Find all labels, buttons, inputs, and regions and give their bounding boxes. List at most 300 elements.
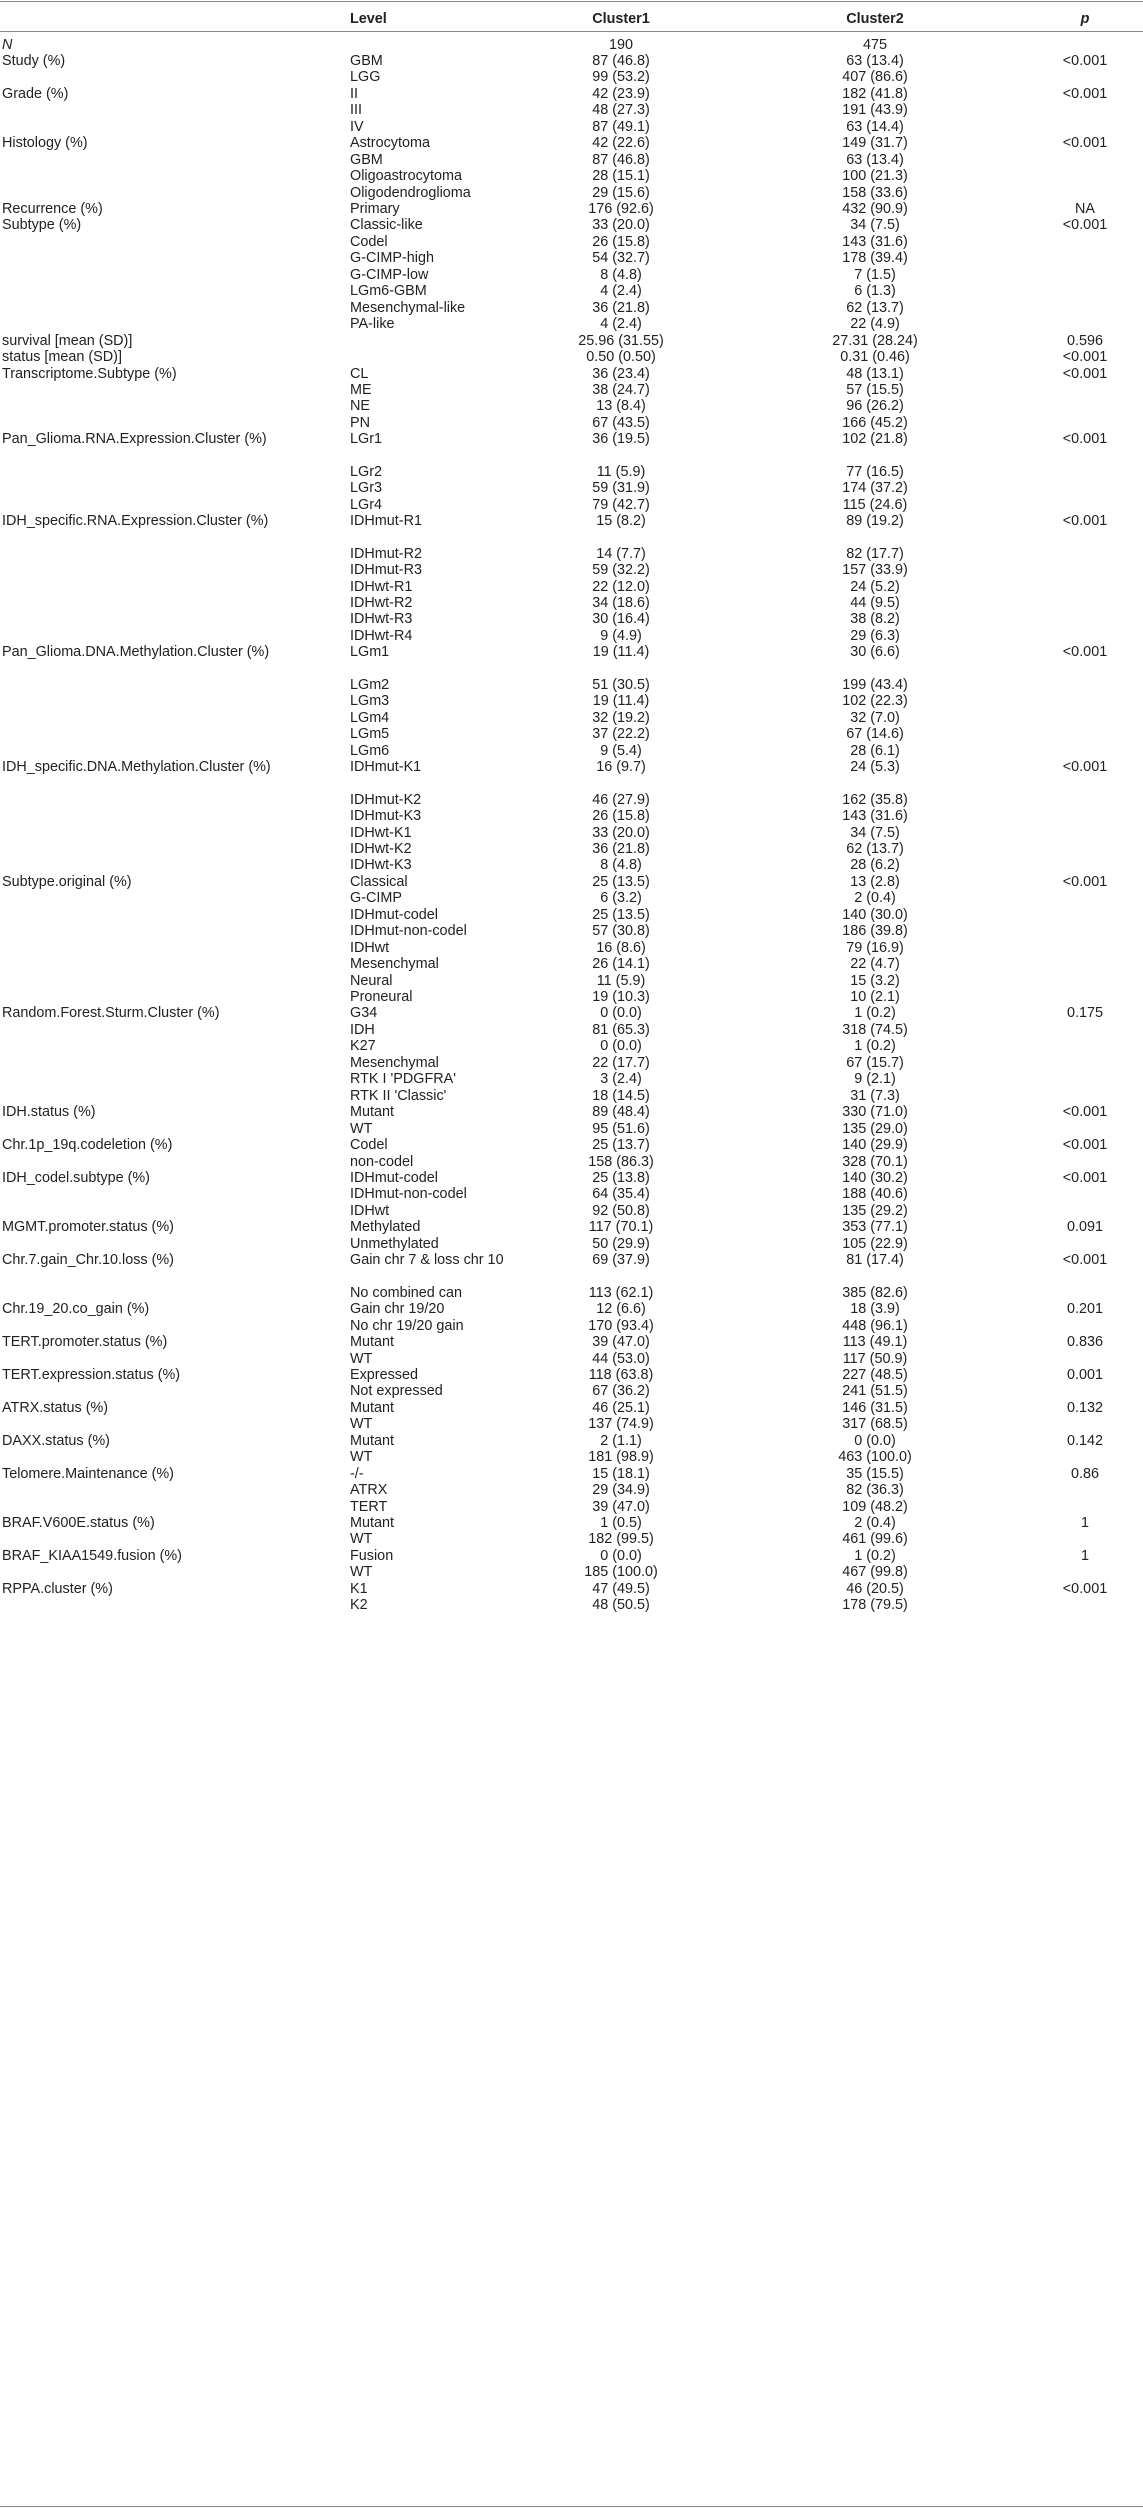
level-cell: IDHmut-codel [350, 1169, 438, 1186]
cluster2-cell: 6 (1.3) [854, 283, 896, 300]
cluster1-cell: 42 (23.9) [592, 85, 650, 102]
level-cell: CL [350, 365, 369, 382]
cluster1-cell: 158 (86.3) [588, 1153, 654, 1170]
cluster2-cell: 178 (79.5) [842, 1597, 908, 1614]
cluster2-cell: 38 (8.2) [850, 611, 900, 628]
level-cell: G-CIMP-low [350, 266, 429, 283]
cluster1-cell: 51 (30.5) [592, 676, 650, 693]
cluster1-cell: 37 (22.2) [592, 726, 650, 743]
p-value-cell: <0.001 [1062, 349, 1108, 366]
p-value-cell: <0.001 [1062, 431, 1108, 448]
cluster2-cell: 62 (13.7) [846, 840, 904, 857]
table-bottom-rule [0, 2506, 1143, 2507]
cluster2-cell: 0.31 (0.46) [840, 349, 910, 366]
cluster2-cell: 77 (16.5) [846, 463, 904, 480]
cluster1-cell: 95 (51.6) [592, 1120, 650, 1137]
cluster2-cell: 82 (17.7) [846, 545, 904, 562]
level-cell: IDHmut-R1 [350, 513, 422, 530]
cluster2-cell: 113 (49.1) [842, 1334, 908, 1351]
cluster2-cell: 62 (13.7) [846, 299, 904, 316]
p-value-cell: 0.001 [1066, 1366, 1103, 1383]
cluster1-cell: 64 (35.4) [592, 1186, 650, 1203]
variable-cell: TERT.promoter.status (%) [2, 1334, 168, 1351]
level-cell: WT [350, 1416, 373, 1433]
level-cell: LGm1 [350, 644, 390, 661]
variable-cell: Pan_Glioma.RNA.Expression.Cluster (%) [2, 431, 267, 448]
level-cell: IDHwt [350, 939, 390, 956]
cluster1-cell: 26 (15.8) [592, 808, 650, 825]
cluster2-cell: 100 (21.3) [842, 168, 908, 185]
header-row [0, 10, 1143, 30]
variable-cell: IDH_specific.DNA.Methylation.Cluster (%) [2, 759, 271, 776]
cluster2-cell: 67 (15.7) [846, 1054, 904, 1071]
header-p-value: p [1080, 11, 1090, 27]
cluster1-cell: 113 (62.1) [588, 1284, 654, 1301]
level-cell: IDHwt-K1 [350, 824, 412, 841]
variable-cell: IDH.status (%) [2, 1104, 96, 1121]
level-cell: NE [350, 398, 370, 415]
p-value-cell: 0.175 [1066, 1005, 1103, 1022]
cluster2-cell: 467 (99.8) [842, 1564, 908, 1581]
cluster2-cell: 13 (2.8) [850, 873, 900, 890]
cluster2-cell: 105 (22.9) [842, 1235, 908, 1252]
cluster1-cell: 1 (0.5) [600, 1515, 642, 1531]
cluster1-cell: 170 (93.4) [588, 1317, 654, 1334]
header-cluster2: Cluster2 [846, 11, 904, 27]
cluster1-cell: 87 (46.8) [592, 151, 650, 168]
cluster1-cell: 15 (8.2) [596, 513, 646, 530]
p-value-cell: <0.001 [1062, 365, 1108, 382]
cluster2-cell: 2 (0.4) [854, 890, 896, 907]
cluster2-cell: 82 (36.3) [846, 1482, 904, 1499]
cluster2-cell: 227 (48.5) [842, 1366, 908, 1383]
cluster2-cell: 432 (90.9) [842, 201, 908, 217]
cluster2-cell: 178 (39.4) [842, 250, 908, 267]
p-value-cell: 0.142 [1066, 1432, 1103, 1449]
level-cell: Mutant [350, 1334, 394, 1351]
variable-cell: Transcriptome.Subtype (%) [2, 365, 177, 382]
level-cell: Codel [350, 233, 388, 250]
cluster2-cell: 199 (43.4) [842, 676, 908, 693]
cluster1-cell: 89 (48.4) [592, 1104, 650, 1121]
cluster2-cell: 48 (13.1) [846, 365, 904, 382]
p-value-cell: <0.001 [1062, 1169, 1108, 1186]
level-cell: Mesenchymal [350, 956, 439, 973]
cluster2-cell: 318 (74.5) [842, 1021, 908, 1038]
cluster2-cell: 89 (19.2) [846, 513, 904, 530]
level-cell: IDHmut-K2 [350, 791, 422, 808]
cluster1-cell: 30 (16.4) [592, 611, 650, 628]
cluster1-cell: 81 (65.3) [592, 1021, 650, 1038]
cluster1-cell: 6 (3.2) [600, 890, 642, 907]
cluster1-cell: 36 (19.5) [592, 431, 650, 448]
level-cell: Expressed [350, 1366, 418, 1383]
cluster2-cell: 241 (51.5) [842, 1383, 908, 1400]
p-value-cell: 0.596 [1066, 332, 1103, 349]
cluster2-cell: 29 (6.3) [850, 627, 900, 644]
cluster1-cell: 3 (2.4) [600, 1071, 642, 1088]
cluster2-cell: 15 (3.2) [850, 972, 900, 989]
level-cell: K27 [350, 1038, 376, 1055]
cluster2-cell: 67 (14.6) [846, 726, 904, 743]
cluster1-cell: 9 (4.9) [600, 627, 642, 644]
cluster1-cell: 11 (5.9) [596, 463, 646, 480]
cluster2-cell: 330 (71.0) [842, 1104, 908, 1121]
cluster1-cell: 57 (30.8) [592, 923, 650, 940]
cluster1-cell: 8 (4.8) [600, 857, 642, 874]
cluster1-cell: 36 (21.8) [592, 299, 650, 316]
level-cell: G-CIMP [350, 890, 402, 907]
variable-cell: Random.Forest.Sturm.Cluster (%) [2, 1005, 220, 1022]
variable-cell: IDH_specific.RNA.Expression.Cluster (%) [2, 513, 269, 530]
cluster1-cell: 92 (50.8) [592, 1202, 650, 1219]
cluster2-cell: 0 (0.0) [854, 1432, 896, 1449]
p-value-cell: <0.001 [1062, 217, 1108, 234]
variable-cell: Telomere.Maintenance (%) [2, 1465, 174, 1482]
variable-cell: Study (%) [2, 52, 66, 69]
level-cell: WT [350, 1449, 373, 1466]
cluster2-cell: 7 (1.5) [854, 266, 896, 283]
cluster1-cell: 13 (8.4) [596, 398, 646, 415]
cluster2-cell: 186 (39.8) [842, 923, 908, 940]
level-cell: Mutant [350, 1432, 394, 1449]
cluster1-cell: 34 (18.6) [592, 595, 650, 611]
cluster2-cell: 63 (13.4) [846, 52, 904, 69]
cluster1-cell: 25 (13.7) [592, 1137, 650, 1154]
cluster2-cell: 79 (16.9) [846, 939, 904, 956]
level-cell: WT [350, 1531, 373, 1548]
level-cell: IDHwt-K2 [350, 840, 412, 857]
cluster1-cell: 59 (32.2) [592, 562, 650, 579]
cluster1-cell: 42 (22.6) [592, 135, 650, 152]
level-cell: TERT [350, 1498, 388, 1515]
level-cell: III [350, 102, 362, 119]
cluster1-cell: 182 (99.5) [588, 1531, 654, 1548]
level-cell: Neural [350, 972, 393, 989]
cluster1-cell: 36 (23.4) [592, 365, 650, 382]
cluster2-cell: 28 (6.2) [850, 857, 900, 874]
cluster2-cell: 63 (14.4) [846, 118, 904, 135]
cluster1-cell: 99 (53.2) [592, 69, 650, 86]
level-cell: K1 [350, 1580, 368, 1597]
level-cell: ATRX [350, 1482, 388, 1499]
cluster1-cell: 54 (32.7) [592, 250, 650, 267]
cluster2-cell: 30 (6.6) [850, 644, 900, 661]
level-cell: IDHwt [350, 1202, 390, 1219]
p-value-cell: <0.001 [1062, 135, 1108, 152]
level-cell: LGG [350, 69, 381, 86]
cluster1-cell: 181 (98.9) [588, 1449, 654, 1466]
p-value-cell: 1 [1080, 1547, 1089, 1564]
variable-cell: Chr.1p_19q.codeletion (%) [2, 1137, 173, 1154]
cluster2-cell: 24 (5.2) [850, 578, 900, 595]
cluster1-cell: 87 (46.8) [592, 52, 650, 69]
p-value-cell: <0.001 [1062, 1252, 1108, 1269]
level-cell: Mutant [350, 1399, 394, 1416]
p-value-cell: 0.86 [1070, 1465, 1099, 1482]
level-cell: PA-like [350, 316, 395, 333]
variable-cell: BRAF_KIAA1549.fusion (%) [2, 1547, 182, 1564]
level-cell: Methylated [350, 1219, 421, 1236]
cluster2-cell: 385 (82.6) [842, 1284, 908, 1301]
cluster2-cell: 1 (0.2) [854, 1038, 896, 1055]
cluster2-cell: 2 (0.4) [854, 1515, 896, 1531]
cluster1-cell: 176 (92.6) [588, 201, 654, 217]
level-cell: IDHwt-K3 [350, 857, 412, 874]
p-value-cell: 1 [1080, 1515, 1089, 1531]
p-value-cell: 0.132 [1066, 1399, 1103, 1416]
variable-cell: N [2, 36, 13, 53]
cluster2-cell: 102 (22.3) [842, 693, 908, 710]
level-cell: Astrocytoma [350, 135, 430, 152]
cluster1-cell: 69 (37.9) [592, 1252, 650, 1269]
cluster2-cell: 143 (31.6) [842, 233, 908, 250]
cluster1-cell: 19 (11.4) [592, 693, 650, 710]
cluster1-cell: 46 (25.1) [592, 1399, 650, 1416]
level-cell: non-codel [350, 1153, 414, 1170]
level-cell: IDHmut-R2 [350, 545, 422, 562]
variable-cell: survival [mean (SD)] [2, 332, 133, 349]
header-level: Level [350, 11, 387, 27]
level-cell: Codel [350, 1137, 388, 1154]
cluster1-cell: 59 (31.9) [592, 480, 650, 497]
variable-cell: status [mean (SD)] [2, 349, 122, 366]
cluster2-cell: 96 (26.2) [846, 398, 904, 415]
variable-cell: Chr.7.gain_Chr.10.loss (%) [2, 1252, 174, 1269]
cluster2-cell: 27.31 (28.24) [832, 332, 918, 349]
cluster1-cell: 39 (47.0) [592, 1498, 650, 1515]
level-cell: LGr4 [350, 496, 382, 513]
level-cell: Oligodendroglioma [350, 184, 471, 201]
level-cell: II [350, 85, 358, 102]
cluster2-cell: 57 (15.5) [846, 381, 904, 398]
variable-cell: Recurrence (%) [2, 201, 103, 217]
level-cell: Fusion [350, 1547, 394, 1564]
cluster1-cell: 16 (9.7) [596, 759, 646, 776]
cluster2-cell: 188 (40.6) [842, 1186, 908, 1203]
cluster1-cell: 48 (50.5) [592, 1597, 650, 1614]
cluster1-cell: 137 (74.9) [588, 1416, 654, 1433]
level-cell: Oligoastrocytoma [350, 168, 462, 185]
cluster1-cell: 185 (100.0) [584, 1564, 658, 1581]
cluster1-cell: 0 (0.0) [600, 1547, 642, 1564]
level-cell: IDHwt-R3 [350, 611, 413, 628]
level-cell: G-CIMP-high [350, 250, 434, 267]
cluster2-cell: 140 (30.2) [842, 1169, 908, 1186]
p-value-cell: <0.001 [1062, 1104, 1108, 1121]
level-cell: ME [350, 381, 372, 398]
level-cell: LGr3 [350, 480, 382, 497]
cluster2-cell: 166 (45.2) [842, 414, 908, 431]
cluster1-cell: 25 (13.5) [592, 873, 650, 890]
cluster2-cell: 10 (2.1) [850, 989, 900, 1005]
level-cell: IV [350, 118, 364, 135]
cluster1-cell: 4 (2.4) [600, 316, 642, 333]
level-cell: LGm6-GBM [350, 283, 427, 300]
cluster2-cell: 135 (29.2) [842, 1202, 908, 1219]
level-cell: Gain chr 7 & loss chr 10 [350, 1252, 504, 1269]
cluster1-cell: 9 (5.4) [600, 742, 642, 759]
cluster1-cell: 25 (13.5) [592, 906, 650, 923]
p-value-cell: <0.001 [1062, 873, 1108, 890]
level-cell: Proneural [350, 989, 413, 1005]
cluster2-cell: 1 (0.2) [854, 1547, 896, 1564]
header-cluster1: Cluster1 [592, 11, 650, 27]
cluster1-cell: 22 (12.0) [592, 578, 650, 595]
level-cell: Not expressed [350, 1383, 443, 1400]
cluster2-cell: 28 (6.1) [850, 742, 900, 759]
cluster2-cell: 475 [862, 36, 887, 53]
cluster1-cell: 2 (1.1) [600, 1432, 642, 1449]
cluster1-cell: 87 (49.1) [592, 118, 650, 135]
level-cell: Mutant [350, 1515, 394, 1531]
variable-cell: Subtype (%) [2, 217, 82, 234]
cluster2-cell: 353 (77.1) [842, 1219, 908, 1236]
cluster2-cell: 407 (86.6) [842, 69, 908, 86]
level-cell: Unmethylated [350, 1235, 439, 1252]
cluster2-cell: 1 (0.2) [854, 1005, 896, 1022]
level-cell: IDHmut-non-codel [350, 1186, 467, 1203]
cluster1-cell: 47 (49.5) [592, 1580, 650, 1597]
cluster1-cell: 19 (11.4) [592, 644, 650, 661]
variable-cell: TERT.expression.status (%) [2, 1366, 181, 1383]
p-value-cell: 0.836 [1066, 1334, 1103, 1351]
level-cell: RTK II 'Classic' [350, 1087, 447, 1104]
level-cell: IDH [350, 1021, 375, 1038]
level-cell: IDHmut-K1 [350, 759, 422, 776]
p-value-cell: <0.001 [1062, 52, 1108, 69]
p-value-cell: <0.001 [1062, 759, 1108, 776]
cluster2-cell: 146 (31.5) [842, 1399, 908, 1416]
cluster2-cell: 34 (7.5) [850, 217, 900, 234]
level-cell: GBM [350, 52, 383, 69]
level-cell: IDHwt-R2 [350, 595, 413, 611]
cluster1-cell: 32 (19.2) [592, 709, 650, 726]
level-cell: LGm4 [350, 709, 390, 726]
cluster2-cell: 182 (41.8) [842, 85, 908, 102]
cluster2-cell: 102 (21.8) [842, 431, 908, 448]
level-cell: IDHwt-R4 [350, 627, 413, 644]
cluster1-cell: 12 (6.6) [596, 1301, 646, 1318]
cluster2-cell: 32 (7.0) [850, 709, 900, 726]
cluster2-cell: 117 (50.9) [842, 1350, 908, 1367]
level-cell: IDHwt-R1 [350, 578, 413, 595]
p-value-cell: <0.001 [1062, 85, 1108, 102]
cluster1-cell: 18 (14.5) [592, 1087, 650, 1104]
level-cell: Primary [350, 201, 400, 217]
cluster2-cell: 149 (31.7) [842, 135, 908, 152]
variable-cell: DAXX.status (%) [2, 1432, 110, 1449]
level-cell: IDHmut-R3 [350, 562, 422, 579]
cluster2-cell: 9 (2.1) [854, 1071, 896, 1088]
cluster1-cell: 28 (15.1) [592, 168, 650, 185]
variable-cell: BRAF.V600E.status (%) [2, 1515, 155, 1531]
cluster1-cell: 39 (47.0) [592, 1334, 650, 1351]
cluster1-cell: 67 (36.2) [592, 1383, 650, 1400]
variable-cell: RPPA.cluster (%) [2, 1580, 113, 1597]
level-cell: No chr 19/20 gain [350, 1317, 464, 1334]
cluster2-cell: 34 (7.5) [850, 824, 900, 841]
cluster1-cell: 29 (15.6) [592, 184, 650, 201]
p-value-cell: <0.001 [1062, 1580, 1108, 1597]
table-top-rule [0, 1, 1143, 2]
cluster1-cell: 33 (20.0) [592, 217, 650, 234]
cluster2-cell: 24 (5.3) [850, 759, 900, 776]
level-cell: IDHmut-K3 [350, 808, 422, 825]
variable-cell: Grade (%) [2, 85, 69, 102]
level-cell: Mesenchymal-like [350, 299, 466, 316]
cluster2-cell: 158 (33.6) [842, 184, 908, 201]
cluster1-cell: 46 (27.9) [592, 791, 650, 808]
cluster1-cell: 8 (4.8) [600, 266, 642, 283]
cluster1-cell: 14 (7.7) [596, 545, 646, 562]
cluster1-cell: 117 (70.1) [588, 1219, 654, 1236]
cluster2-cell: 109 (48.2) [842, 1498, 908, 1515]
cluster1-cell: 190 [608, 36, 633, 53]
cluster2-cell: 463 (100.0) [838, 1449, 912, 1466]
p-value-cell: 0.091 [1066, 1219, 1103, 1236]
cluster2-cell: 140 (30.0) [842, 906, 908, 923]
cluster1-cell: 29 (34.9) [592, 1482, 650, 1499]
variable-cell: MGMT.promoter.status (%) [2, 1219, 174, 1236]
cluster2-cell: 461 (99.6) [842, 1531, 908, 1548]
cluster2-cell: 317 (68.5) [842, 1416, 908, 1433]
level-cell: LGr1 [350, 431, 382, 448]
level-cell: -/- [350, 1465, 364, 1482]
cluster1-cell: 25.96 (31.55) [578, 332, 664, 349]
variable-cell: Pan_Glioma.DNA.Methylation.Cluster (%) [2, 644, 270, 661]
cluster2-cell: 174 (37.2) [842, 480, 908, 497]
level-cell: Mesenchymal [350, 1054, 439, 1071]
cluster1-cell: 50 (29.9) [592, 1235, 650, 1252]
cluster2-cell: 22 (4.7) [850, 956, 900, 973]
p-value-cell: <0.001 [1062, 644, 1108, 661]
level-cell: LGm5 [350, 726, 390, 743]
cluster1-cell: 25 (13.8) [592, 1169, 650, 1186]
cluster1-cell: 26 (15.8) [592, 233, 650, 250]
level-cell: K2 [350, 1597, 368, 1614]
level-cell: IDHmut-non-codel [350, 923, 467, 940]
level-cell: Classic-like [350, 217, 423, 234]
cluster2-cell: 22 (4.9) [850, 316, 900, 333]
level-cell: G34 [350, 1005, 378, 1022]
p-value-cell: <0.001 [1062, 513, 1108, 530]
level-cell: WT [350, 1350, 373, 1367]
cluster1-cell: 26 (14.1) [592, 956, 650, 973]
cluster2-cell: 191 (43.9) [842, 102, 908, 119]
header-rule [0, 31, 1143, 32]
cluster2-cell: 46 (20.5) [846, 1580, 904, 1597]
cluster1-cell: 79 (42.7) [592, 496, 650, 513]
cluster2-cell: 63 (13.4) [846, 151, 904, 168]
level-cell: LGm6 [350, 742, 390, 759]
cluster1-cell: 15 (18.1) [592, 1465, 650, 1482]
cluster1-cell: 19 (10.3) [592, 989, 650, 1005]
cluster2-cell: 143 (31.6) [842, 808, 908, 825]
cluster1-cell: 48 (27.3) [592, 102, 650, 119]
cluster2-cell: 157 (33.9) [842, 562, 908, 579]
level-cell: Gain chr 19/20 [350, 1301, 445, 1318]
cluster2-cell: 115 (24.6) [842, 496, 908, 513]
cluster1-cell: 11 (5.9) [596, 972, 646, 989]
cluster2-cell: 18 (3.9) [850, 1301, 900, 1318]
cluster1-cell: 0 (0.0) [600, 1038, 642, 1055]
variable-cell: Chr.19_20.co_gain (%) [2, 1301, 150, 1318]
level-cell: Classical [350, 873, 408, 890]
cluster1-cell: 22 (17.7) [592, 1054, 650, 1071]
cluster2-cell: 448 (96.1) [842, 1317, 908, 1334]
variable-cell: IDH_codel.subtype (%) [2, 1169, 150, 1186]
